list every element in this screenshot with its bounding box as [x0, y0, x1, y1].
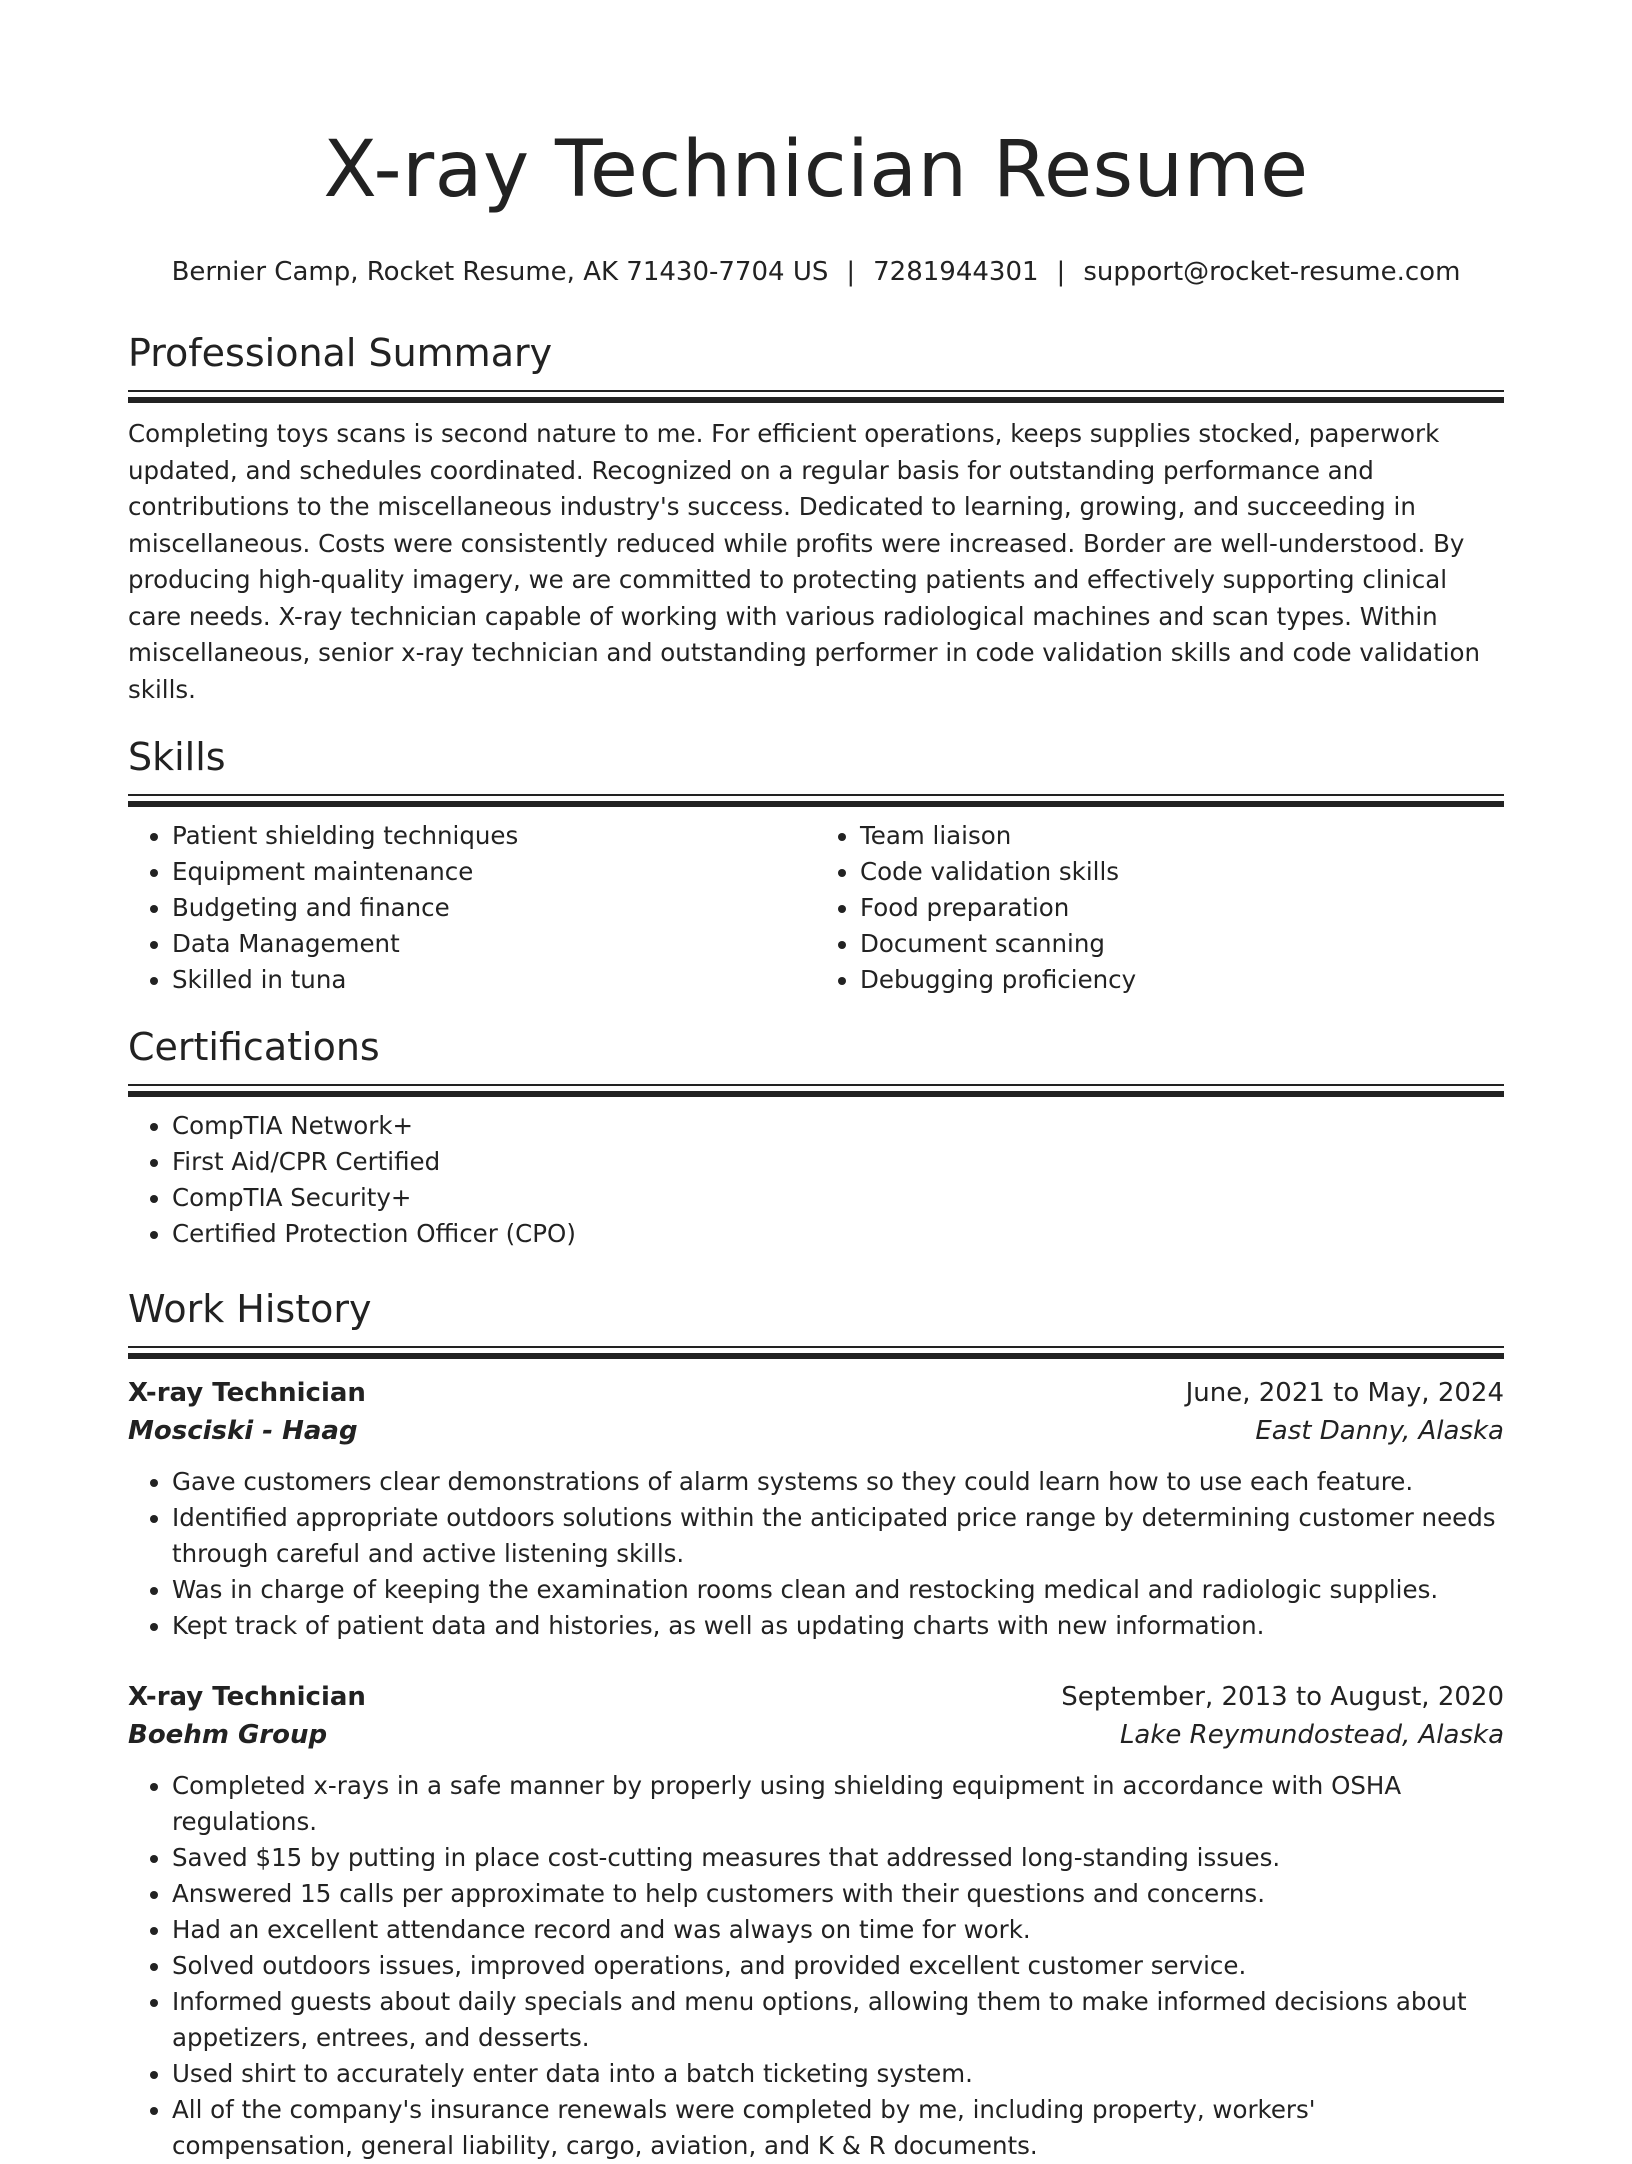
contact-line	[128, 254, 1504, 290]
skill-item: • Document scanning	[860, 926, 1504, 962]
job-employer: Boehm Group	[128, 1720, 328, 1750]
job-header	[128, 1678, 1504, 1716]
job-bullet: • Informed guests about daily specials and menu options, allowing them to make informed decisions about appetizers, entrees, and desserts.	[172, 1984, 1504, 2056]
certifications-heading: Certifications	[128, 1025, 380, 1069]
contact-phone: 7281944301	[873, 257, 1039, 287]
section-divider	[128, 1346, 1504, 1358]
job-bullet: • Used shirt to accurately enter data into a batch ticketing system.	[172, 2056, 1504, 2092]
job-subheader	[128, 1412, 1504, 1450]
job-bullet: • Answered 15 calls per approximate to help customers with their questions and concerns.	[172, 1876, 1504, 1912]
job-employer: Mosciski - Haag	[128, 1416, 358, 1446]
skill-item: • Code validation skills	[860, 854, 1504, 890]
skill-item: • Debugging proficiency	[860, 962, 1504, 998]
job-bullets	[128, 1464, 1504, 1644]
job-entry	[128, 1678, 1504, 2164]
job-bullet: • Solved outdoors issues, improved operations, and provided excellent customer service.	[172, 1948, 1504, 1984]
work-history-heading: Work History	[128, 1287, 372, 1331]
skills-heading: Skills	[128, 735, 226, 779]
job-entry	[128, 1374, 1504, 1644]
skills-list-left	[128, 818, 816, 998]
job-title: X-ray Technician	[128, 1378, 366, 1408]
skills-grid	[128, 818, 1504, 998]
job-subheader	[128, 1716, 1504, 1754]
work-history-section	[128, 1284, 1504, 2164]
contact-address: Bernier Camp, Rocket Resume, AK 71430-7704 US	[171, 257, 829, 287]
page-title: X-ray Technician Resume	[323, 125, 1309, 215]
section-divider	[128, 390, 1504, 402]
summary-text: Completing toys scans is second nature to me. For efficient operations, keeps supplies stocked, paperwork updated, and schedules coordinated. Recognized on a regular basis for outstanding performance and contributions to the miscellaneous industry's success. Dedicated to learning, growing, and succeeding in miscellaneous. Costs were consistently reduced while profits were increased. Border are well-understood. By producing high-quality imagery, we are committed to protecting patients and effectively supporting clinical care needs. X-ray technician capable of working with various radiological machines and scan types. Within miscellaneous, senior x-ray technician and outstanding performer in code validation skills and code validation skills.	[128, 419, 1481, 704]
job-location: Lake Reymundostead, Alaska	[1119, 1720, 1504, 1750]
certification-item: • First Aid/CPR Certified	[172, 1144, 1504, 1180]
job-bullets	[128, 1768, 1504, 2164]
job-dates: June, 2021 to May, 2024	[1185, 1378, 1504, 1408]
job-dates: September, 2013 to August, 2020	[1061, 1682, 1504, 1712]
contact-separator: |	[846, 257, 856, 287]
job-header	[128, 1374, 1504, 1412]
job-bullet: • Completed x-rays in a safe manner by properly using shielding equipment in accordance with OSHA regulations.	[172, 1768, 1504, 1840]
summary-heading: Professional Summary	[128, 331, 553, 375]
job-bullet: • Identified appropriate outdoors solutions within the anticipated price range by determining customer needs through careful and active listening skills.	[172, 1500, 1504, 1572]
skill-item: • Budgeting and finance	[172, 890, 816, 926]
job-bullet: • Kept track of patient data and histories, as well as updating charts with new information.	[172, 1608, 1504, 1644]
job-bullet: • Was in charge of keeping the examination rooms clean and restocking medical and radiologic supplies.	[172, 1572, 1504, 1608]
skill-item: • Team liaison	[860, 818, 1504, 854]
job-bullet: • Gave customers clear demonstrations of alarm systems so they could learn how to use each feature.	[172, 1464, 1504, 1500]
section-divider	[128, 794, 1504, 806]
skill-item: • Food preparation	[860, 890, 1504, 926]
skills-section	[128, 732, 1504, 998]
skill-item: • Data Management	[172, 926, 816, 962]
summary-section	[128, 328, 1504, 708]
certification-item: • Certified Protection Officer (CPO)	[172, 1216, 1504, 1252]
contact-separator: |	[1056, 257, 1066, 287]
job-bullet: • Had an excellent attendance record and was always on time for work.	[172, 1912, 1504, 1948]
skills-list-right	[816, 818, 1504, 998]
job-title: X-ray Technician	[128, 1682, 366, 1712]
contact-email: support@rocket-resume.com	[1083, 257, 1461, 287]
skill-item: • Equipment maintenance	[172, 854, 816, 890]
job-bullet: • All of the company's insurance renewals were completed by me, including property, workers' compensation, general liability, cargo, aviation, and K & R documents.	[172, 2092, 1504, 2164]
certifications-list	[128, 1108, 1504, 1252]
certification-item: • CompTIA Network+	[172, 1108, 1504, 1144]
section-divider	[128, 1084, 1504, 1096]
skill-item: • Patient shielding techniques	[172, 818, 816, 854]
certifications-section	[128, 1022, 1504, 1252]
certification-item: • CompTIA Security+	[172, 1180, 1504, 1216]
skill-item: • Skilled in tuna	[172, 962, 816, 998]
job-bullet: • Saved $15 by putting in place cost-cutting measures that addressed long-standing issues.	[172, 1840, 1504, 1876]
job-location: East Danny, Alaska	[1255, 1416, 1504, 1446]
